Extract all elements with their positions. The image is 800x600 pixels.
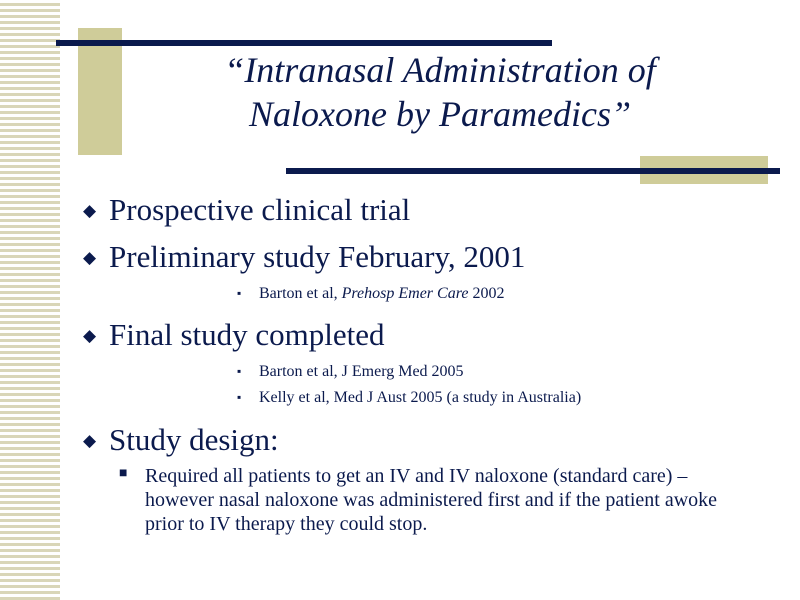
reference-authors: Barton et al, (259, 285, 342, 302)
decorative-bar-top (56, 40, 552, 46)
diamond-bullet-icon: ◆ (83, 248, 97, 267)
bullet-text: Preliminary study February, 2001 (109, 239, 526, 274)
decorative-stripes (0, 0, 60, 600)
small-square-bullet-icon: ▪ (237, 364, 242, 378)
bullet-prospective-trial (80, 192, 780, 228)
reference-kelly-2005 (237, 388, 780, 408)
small-square-bullet-icon: ▪ (237, 390, 242, 404)
decorative-bar-middle (286, 168, 780, 174)
sub-bullet-text: Required all patients to get an IV and IV naloxone (standard care) – however nasal naloxone was administered first and if the patient awoke prior to IV therapy they could stop. (145, 465, 718, 535)
slide-title-line-1: “Intranasal Administration of (224, 50, 656, 90)
reference-text: Barton et al, J Emerg Med 2005 (259, 363, 464, 380)
reference-journal: Prehosp Emer Care (341, 285, 469, 302)
reference-year: 2002 (468, 285, 505, 302)
slide-title (120, 48, 760, 136)
slide-title-line-2: Naloxone by Paramedics” (249, 94, 631, 134)
bullet-final-study (80, 317, 780, 353)
bullet-text: Study design: (109, 422, 279, 457)
reference-barton-2002 (237, 284, 780, 304)
square-bullet-icon: ■ (119, 466, 128, 481)
small-square-bullet-icon: ▪ (237, 286, 242, 300)
sub-bullet-study-design-detail (119, 464, 745, 536)
diamond-bullet-icon: ◆ (83, 431, 97, 450)
bullet-study-design (80, 422, 780, 458)
decorative-block-left (78, 28, 122, 155)
reference-text: Kelly et al, Med J Aust 2005 (a study in Australia) (259, 389, 582, 406)
bullet-preliminary-study (80, 239, 780, 275)
diamond-bullet-icon: ◆ (83, 201, 97, 220)
diamond-bullet-icon: ◆ (83, 326, 97, 345)
bullet-text: Prospective clinical trial (109, 192, 411, 227)
reference-barton-2005 (237, 362, 780, 382)
bullet-text: Final study completed (109, 317, 385, 352)
slide-body (80, 192, 780, 536)
